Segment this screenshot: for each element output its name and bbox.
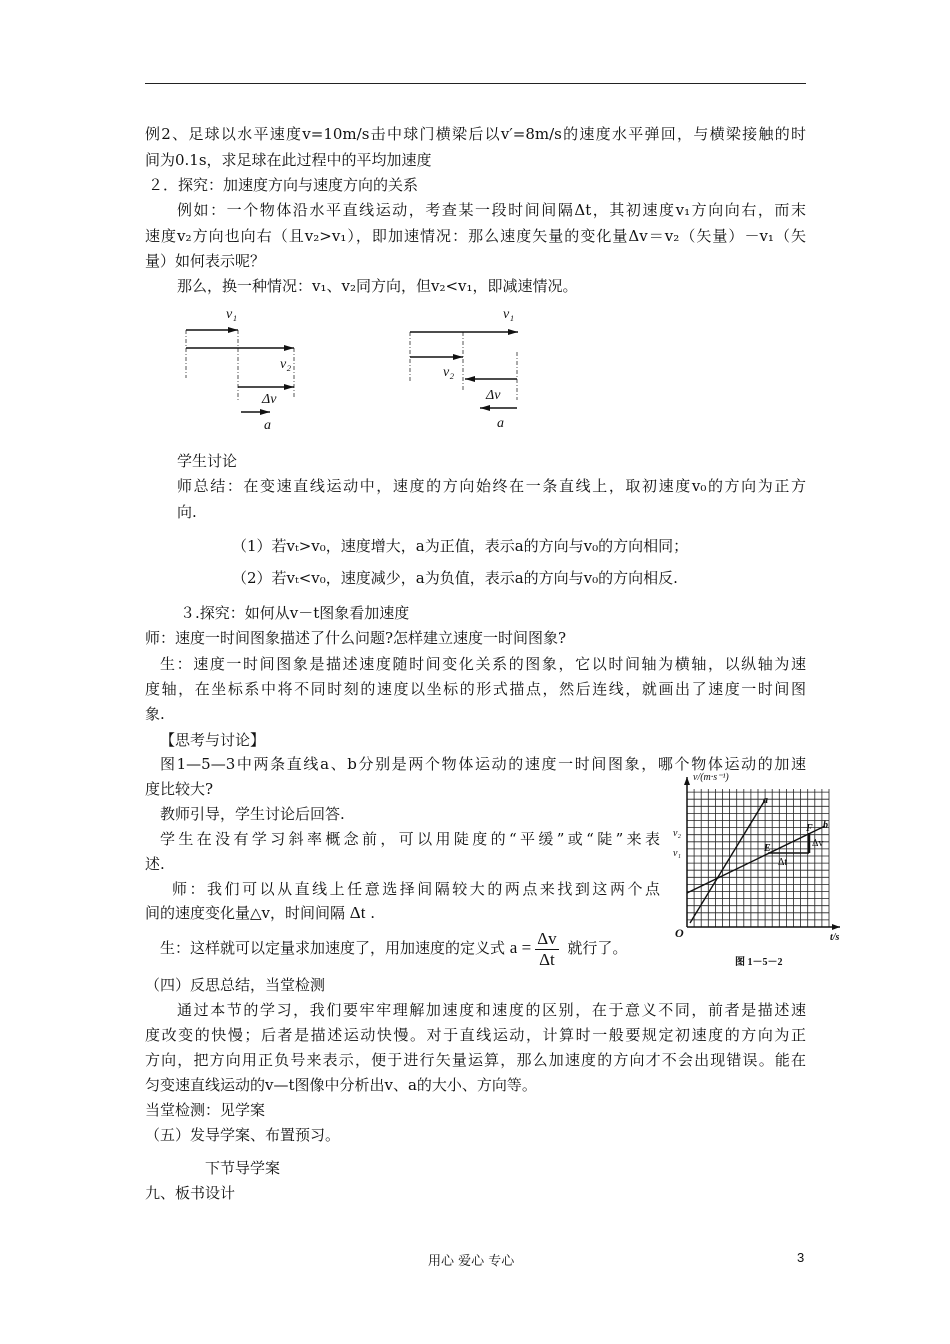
a-label: a xyxy=(497,416,504,431)
text-line: 那么，换一种情况：v₁、v₂同方向，但v₂<v₁，即减速情况。 xyxy=(177,277,578,295)
text-line: 向. xyxy=(177,503,197,521)
vt-graph xyxy=(660,765,850,975)
section-heading: （五）发导学案、布置预习。 xyxy=(145,1126,341,1144)
text-line: 度比较大? xyxy=(145,780,214,798)
a-label: a xyxy=(264,418,271,433)
line-b-label: b xyxy=(823,820,828,831)
text-segment: 就行了。 xyxy=(567,939,628,957)
text-line: 学生讨论 xyxy=(177,452,238,470)
y-axis-label: v/(m·s⁻¹) xyxy=(693,772,729,783)
fraction-denominator: Δt xyxy=(539,949,555,969)
point-e-label: E xyxy=(764,843,771,854)
text-line: 通过本节的学习，我们要牢牢理解加速度和速度的区别，在于意义不同，前者是描述速 xyxy=(177,1001,806,1019)
text-line: （1）若vₜ>v₀，速度增大，a为正值，表示a的方向与v₀的方向相同； xyxy=(232,537,689,555)
text-line: 速度v₂方向也向右（且v₂>v₁），即加速情况：那么速度矢量的变化量Δv＝v₂（矢量）－v₁（矢 xyxy=(145,227,806,245)
text-line: 教师引导，学生讨论后回答. xyxy=(160,805,345,823)
text-line: 匀变速直线运动的v—t图像中分析出v、a的大小、方向等。 xyxy=(145,1076,537,1094)
line-b xyxy=(687,826,825,893)
dv-label: Δv xyxy=(262,392,277,407)
text-line: 图1—5—3中两条直线a、b分别是两个物体运动的速度一时间图象，哪个物体运动的加速 xyxy=(160,755,806,773)
fraction-numerator: Δv xyxy=(537,928,557,948)
text-line: 师总结：在变速直线运动中，速度的方向始终在一条直线上，取初速度v₀的方向为正方 xyxy=(177,477,806,495)
section-heading: 九、板书设计 xyxy=(145,1184,236,1202)
text-line: 度改变的快慢；后者是描述运动快慢。对于直线运动，计算时一般要规定初速度的方向为正 xyxy=(145,1026,806,1044)
text-line: 学生在没有学习斜率概念前，可以用陡度的“平缓”或“陡”来表 xyxy=(160,830,660,848)
fraction xyxy=(535,929,558,970)
x-axis-label: t/s xyxy=(830,932,840,943)
v2-label: v₂ xyxy=(280,357,292,372)
text-line: 师：速度一时间图象描述了什么问题?怎样建立速度一时间图象? xyxy=(145,629,567,647)
section-heading: 【思考与讨论】 xyxy=(160,731,266,749)
text-line: （2）若vₜ<v₀，速度减少，a为负值，表示a的方向与v₀的方向相反. xyxy=(232,569,678,587)
text-line: 当堂检测：见学案 xyxy=(145,1101,266,1119)
vector-diagram xyxy=(0,0,950,440)
origin-label: O xyxy=(675,926,684,940)
text-line: 例如：一个物体沿水平直线运动，考查某一段时间间隔Δt，其初速度v₁方向向右，而末 xyxy=(177,201,806,219)
text-line: 述. xyxy=(145,855,165,873)
delta-t-symbol: Δt xyxy=(349,903,366,922)
text-line: 度轴，在坐标系中将不同时刻的速度以坐标的形式描点，然后连线，就画出了速度一时间图 xyxy=(145,680,806,698)
text-segment: 间的速度变化量△v，时间间隔 xyxy=(145,904,346,922)
point-f-label: F xyxy=(806,823,813,834)
v1-label: v₁ xyxy=(503,307,515,322)
text-line: 间为0.1s，求足球在此过程中的平均加速度 xyxy=(145,151,432,169)
section-heading: （四）反思总结，当堂检测 xyxy=(145,976,326,994)
v1-label: v₁ xyxy=(226,307,238,322)
page-number: 3 xyxy=(797,1250,805,1265)
section-heading: ２．探究：加速度方向与速度方向的关系 xyxy=(148,176,419,194)
footer-motto: 用心 爱心 专心 xyxy=(428,1254,515,1269)
formula-lhs: a = xyxy=(509,938,532,957)
text-line: 师：我们可以从直线上任意选择间隔较大的两点来找到这两个点 xyxy=(172,880,660,898)
text-line: 象. xyxy=(145,705,165,723)
v2-label: v₂ xyxy=(673,828,681,839)
text-line xyxy=(145,904,375,922)
dv-label: Δv xyxy=(486,388,501,403)
text-segment: 生：这样就可以定量求加速度了，用加速度的定义式 xyxy=(160,939,506,957)
v1-label: v₁ xyxy=(673,848,681,859)
guide-lines xyxy=(186,330,517,400)
section-heading: ３.探究：如何从v－t图象看加速度 xyxy=(180,604,410,622)
text-line: 方向，把方向用正负号来表示，便于进行矢量运算，那么加速度的方向才不会出现错误。能在 xyxy=(145,1051,806,1069)
text-line: 量）如何表示呢？ xyxy=(145,252,266,270)
text-line: 生：速度一时间图象是描述速度随时间变化关系的图象，它以时间轴为横轴，以纵轴为速 xyxy=(160,655,806,673)
v2-label: v₂ xyxy=(443,365,455,380)
line-a-label: a xyxy=(763,795,768,806)
period: . xyxy=(370,904,376,922)
graph-caption: 图 1－5－2 xyxy=(735,957,783,968)
text-line: 例2、足球以水平速度v=10m/s击中球门横梁后以v′=8m/s的速度水平弹回，与横梁接触的时 xyxy=(145,125,806,143)
delta-t-label: Δt xyxy=(778,857,788,868)
formula-line xyxy=(160,927,627,970)
delta-v-label: Δv xyxy=(812,838,824,849)
text-line: 下节导学案 xyxy=(205,1159,281,1177)
